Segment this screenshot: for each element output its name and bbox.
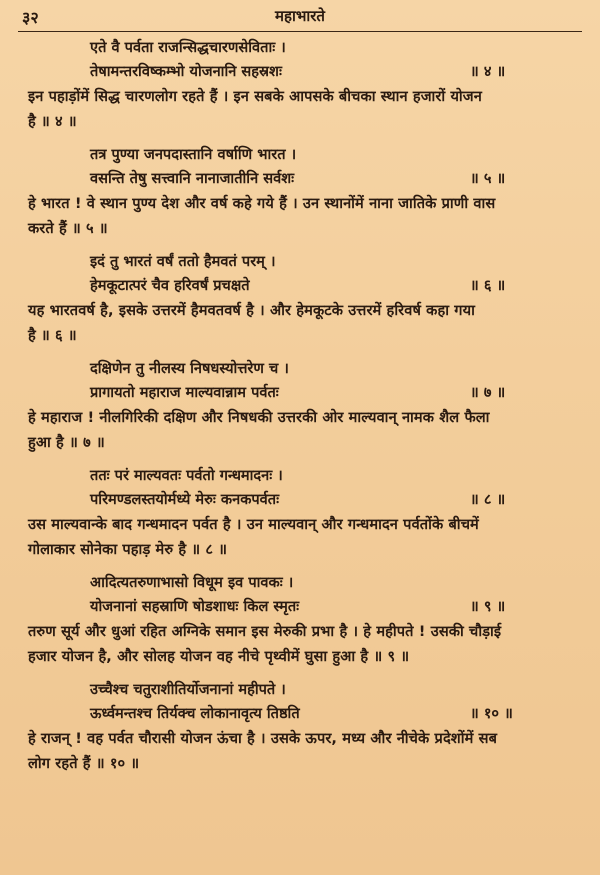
sanskrit-verse-line: ततः परं माल्यवतः पर्वतो गन्धमादनः । (90, 467, 283, 484)
verse-block-7 (0, 357, 600, 455)
sanskrit-verse-line: दक्षिणेन तु नीलस्य निषधस्योत्तरेण च । (90, 360, 289, 377)
sanskrit-verse-line: वसन्ति तेषु सत्त्वानि नानाजातीनि सर्वशः ॥ ५ ॥ (0, 167, 600, 191)
verse-block-6 (0, 250, 600, 348)
verse-number: ॥ ५ ॥ (470, 170, 506, 187)
sanskrit-verse-line: हेमकूटात्परं चैव हरिवर्षं प्रचक्षते ॥ ६ ॥ (0, 274, 600, 298)
sanskrit-verse-line: प्रागायतो महाराज माल्यवान्नाम पर्वतः ॥ ७ ॥ (0, 381, 600, 405)
translation-line: गोलाकार सोनेका पहाड़ मेरु है ॥ ८ ॥ (28, 541, 228, 558)
sanskrit-verse-line: तत्र पुण्या जनपदास्तानि वर्षाणि भारत । (90, 146, 297, 163)
translation-line: हे राजन् ! वह पर्वत चौरासी योजन ऊंचा है । उसके ऊपर, मध्य और नीचेके प्रदेशोंमें सब (28, 730, 497, 747)
verse-block-8 (0, 464, 600, 562)
translation-line: इन पहाड़ोंमें सिद्ध चारणलोग रहते हैं । इन सबके आपसके बीचका स्थान हजारों योजन (28, 88, 482, 105)
translation-line: हजार योजन है, और सोलह योजन वह नीचे पृथ्वीमें घुसा हुआ है ॥ ९ ॥ (28, 648, 410, 665)
header-rule (18, 31, 582, 32)
translation-line: है ॥ ६ ॥ (28, 327, 77, 344)
sanskrit-verse-line: ऊर्ध्वमन्तश्च तिर्यक्च लोकानावृत्य तिष्ठति ॥ १० ॥ (0, 702, 600, 726)
translation-line: हे भारत ! वे स्थान पुण्य देश और वर्ष कहे गये हैं । उन स्थानोंमें नाना जातिके प्राणी वास (28, 195, 496, 212)
translation-line: लोग रहते हैं ॥ १० ॥ (28, 755, 140, 772)
page-number: ३२ (22, 8, 39, 27)
translation-line: करते हैं ॥ ५ ॥ (28, 220, 108, 237)
sanskrit-verse-line: इदं तु भारतं वर्षं ततो हैमवतं परम् । (90, 253, 276, 270)
page-header (0, 0, 600, 34)
sanskrit-verse-line: एते वै पर्वता राजन्सिद्धचारणसेविताः । (90, 39, 286, 56)
translation-line: उस माल्यवान्के बाद गन्धमादन पर्वत है । उन माल्यवान् और गन्धमादन पर्वतोंके बीचमें (28, 516, 479, 533)
translation-line: है ॥ ४ ॥ (28, 113, 77, 130)
translation-line: हुआ है ॥ ७ ॥ (28, 434, 105, 451)
sanskrit-verse-line: उच्चैश्च चतुराशीतिर्योजनानां महीपते । (90, 681, 286, 698)
translation-line: हे महाराज ! नीलगिरिकी दक्षिण और निषधकी उत्तरकी ओर माल्यवान् नामक शैल फैला (28, 409, 490, 426)
sanskrit-verse-line: तेषामन्तरविष्कम्भो योजनानि सहस्रशः ॥ ४ ॥ (0, 60, 600, 84)
verse-number: ॥ ६ ॥ (470, 277, 506, 294)
page-content (0, 36, 600, 785)
sanskrit-verse-line: परिमण्डलस्तयोर्मध्ये मेरुः कनकपर्वतः ॥ ८ ॥ (0, 488, 600, 512)
translation-line: यह भारतवर्ष है, इसके उत्तरमें हैमवतवर्ष है । और हेमकूटके उत्तरमें हरिवर्ष कहा गया (28, 302, 475, 319)
verse-number: ॥ ७ ॥ (470, 384, 506, 401)
verse-block-10 (0, 678, 600, 776)
translation-line: तरुण सूर्य और धुआं रहित अग्निके समान इस मेरुकी प्रभा है । हे महीपते ! उसकी चौड़ाई (28, 623, 502, 640)
sanskrit-verse-line: आदित्यतरुणाभासो विधूम इव पावकः । (90, 574, 294, 591)
verse-number: ॥ ८ ॥ (470, 491, 506, 508)
verse-block-5 (0, 143, 600, 241)
sanskrit-verse-line: योजनानां सहस्राणि षोडशाधः किल स्मृतः ॥ ९ ॥ (0, 595, 600, 619)
verse-block-9 (0, 571, 600, 669)
verse-number: ॥ ४ ॥ (470, 63, 506, 80)
running-title: महाभारते (275, 7, 325, 25)
verse-number: ॥ १० ॥ (470, 705, 513, 722)
verse-block-4 (0, 36, 600, 134)
verse-number: ॥ ९ ॥ (470, 598, 506, 615)
